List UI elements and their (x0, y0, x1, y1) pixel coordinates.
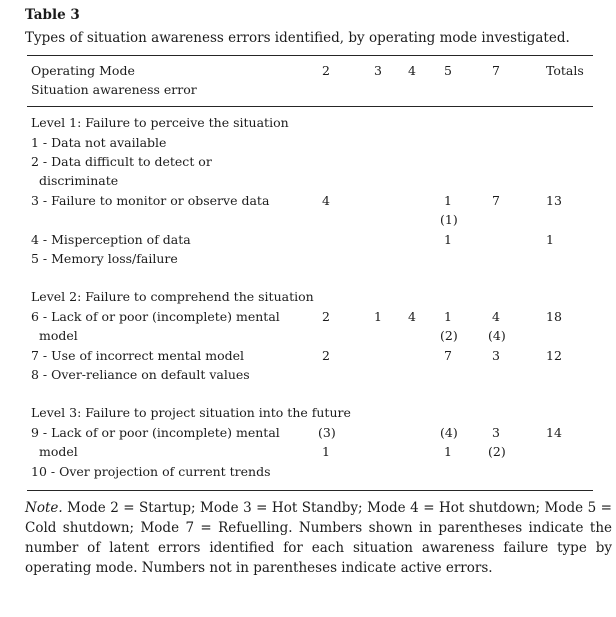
value-cell (543, 442, 603, 461)
row-label: 1 - Data not available (31, 134, 167, 150)
value-cell (405, 442, 441, 461)
value-cell (371, 210, 405, 229)
value-cell (543, 249, 603, 268)
value-cell: 2 (322, 347, 330, 363)
value-cell (489, 365, 543, 384)
value-cell (371, 171, 405, 190)
value-cell (319, 365, 371, 384)
value-cell (441, 365, 489, 384)
header-col-mode-5: 5 (444, 63, 452, 78)
header-situation-awareness-error: Situation awareness error (31, 81, 197, 97)
value-cell (319, 133, 371, 152)
row-label: 3 - Failure to monitor or observe data (31, 192, 270, 208)
value-cell (489, 462, 543, 481)
value-cell (371, 326, 405, 345)
value-cell (441, 249, 489, 268)
value-cell (489, 210, 543, 229)
table-row-line (27, 326, 593, 345)
value-cell: 4 (408, 308, 416, 324)
value-cell: 4 (492, 308, 500, 324)
table-caption: Types of situation awareness errors identified, by operating mode investigated. (25, 30, 570, 46)
section-spacer (27, 384, 593, 403)
header-col-mode-3: 3 (374, 63, 382, 78)
value-cell (319, 249, 371, 268)
value-cell (543, 462, 603, 481)
value-cell (405, 462, 441, 481)
value-cell: 1 (444, 308, 452, 324)
table-row-line (27, 346, 593, 365)
value-cell (371, 249, 405, 268)
value-cell: 1 (444, 231, 452, 247)
value-cell (371, 230, 405, 249)
value-cell (489, 171, 543, 190)
section-heading: Level 1: Failure to perceive the situation (31, 115, 289, 131)
section-heading: Level 3: Failure to project situation into the future (31, 405, 351, 421)
table-header (27, 56, 593, 106)
value-cell (543, 152, 603, 171)
row-label: model (39, 328, 78, 344)
table-row-line (27, 133, 593, 152)
value-cell (405, 152, 441, 171)
value-cell: (4) (488, 328, 506, 344)
table-row-line (27, 230, 593, 249)
table (27, 55, 593, 491)
value-cell (489, 152, 543, 171)
header-col-totals: Totals (546, 63, 584, 78)
section-heading: Level 2: Failure to comprehend the situation (31, 289, 314, 305)
value-cell (319, 152, 371, 171)
table-row-line (27, 210, 593, 229)
value-cell (319, 230, 371, 249)
value-cell (489, 230, 543, 249)
value-cell: 3 (492, 424, 500, 440)
value-cell (319, 171, 371, 190)
header-col-mode-4: 4 (408, 63, 416, 78)
value-cell: 1 (322, 444, 330, 460)
value-cell (543, 133, 603, 152)
value-cell (405, 230, 441, 249)
value-cell (405, 249, 441, 268)
value-cell: 7 (492, 192, 500, 208)
note-lead: Note. (25, 500, 63, 517)
value-cell (405, 210, 441, 229)
value-cell: (2) (488, 444, 506, 460)
value-cell (441, 152, 489, 171)
value-cell: 2 (322, 308, 330, 324)
table-row-line (27, 249, 593, 268)
value-cell (543, 326, 603, 345)
value-cell (371, 365, 405, 384)
section-spacer (27, 268, 593, 287)
table-body (27, 107, 593, 490)
header-row (27, 62, 593, 99)
row-label: 5 - Memory loss/failure (31, 251, 178, 267)
table-row-line (27, 462, 593, 481)
value-cell (371, 423, 405, 442)
value-cell: 1 (444, 192, 452, 208)
value-cell (371, 133, 405, 152)
value-cell (405, 346, 441, 365)
table-row-line (27, 365, 593, 384)
value-cell (371, 346, 405, 365)
value-cell: 18 (546, 308, 562, 324)
row-label: 10 - Over projection of current trends (31, 463, 271, 479)
value-cell: 3 (492, 347, 500, 363)
value-cell (405, 133, 441, 152)
value-cell (371, 442, 405, 461)
value-cell (405, 423, 441, 442)
value-cell: (4) (440, 424, 458, 440)
value-cell (371, 191, 405, 210)
value-cell: (2) (440, 328, 458, 344)
row-label: 2 - Data difficult to detect or (31, 154, 212, 169)
table-row-line (27, 152, 593, 171)
value-cell: 7 (444, 347, 452, 363)
value-cell (441, 133, 489, 152)
header-label-column (27, 62, 319, 99)
table-row-line (27, 423, 593, 442)
value-cell (319, 210, 371, 229)
table-row-line (27, 191, 593, 210)
row-label: 9 - Lack of or poor (incomplete) mental (31, 424, 280, 440)
header-col-mode-7: 7 (492, 63, 500, 78)
value-cell: 14 (546, 424, 562, 440)
value-cell (319, 462, 371, 481)
row-label: model (39, 444, 78, 460)
value-cell: 1 (546, 231, 554, 247)
value-cell (371, 462, 405, 481)
value-cell (371, 152, 405, 171)
value-cell: 1 (444, 444, 452, 460)
value-cell: 13 (546, 192, 562, 208)
value-cell: 4 (322, 192, 330, 208)
table-row-line (27, 442, 593, 461)
value-cell (489, 249, 543, 268)
row-label: discriminate (39, 173, 119, 189)
value-cell (543, 171, 603, 190)
value-cell (441, 462, 489, 481)
value-cell (319, 326, 371, 345)
row-label: 4 - Misperception of data (31, 231, 191, 247)
value-cell (405, 365, 441, 384)
table-note (25, 498, 612, 578)
row-label: 6 - Lack of or poor (incomplete) mental (31, 308, 280, 324)
table-title: Table 3 (25, 7, 80, 23)
value-cell: 12 (546, 347, 562, 363)
row-label: 8 - Over-reliance on default values (31, 367, 250, 383)
value-cell (543, 210, 603, 229)
header-mode-columns (319, 62, 603, 81)
header-col-mode-2: 2 (322, 63, 330, 78)
bottom-rule (27, 490, 593, 491)
row-label (27, 210, 319, 229)
value-cell (543, 365, 603, 384)
value-cell (405, 171, 441, 190)
value-cell (405, 326, 441, 345)
value-cell: 1 (374, 308, 382, 324)
table-row-line (27, 307, 593, 326)
value-cell: (1) (440, 212, 458, 228)
value-cell: (3) (318, 424, 336, 440)
value-cell (405, 191, 441, 210)
note-text: Mode 2 = Startup; Mode 3 = Hot Standby; Mode 4 = Hot shutdown; Mode 5 = Cold shutdown; Mode 7 = Refuelling. Numbers shown in parentheses indicate the number of latent errors identified for each situation awareness failure type by operating mode. Numbers not in parentheses indicate active errors. (25, 500, 612, 577)
value-cell (489, 133, 543, 152)
value-cell (441, 171, 489, 190)
header-operating-mode: Operating Mode (31, 63, 135, 78)
row-label: 7 - Use of incorrect mental model (31, 347, 245, 363)
table-row-line (27, 171, 593, 190)
